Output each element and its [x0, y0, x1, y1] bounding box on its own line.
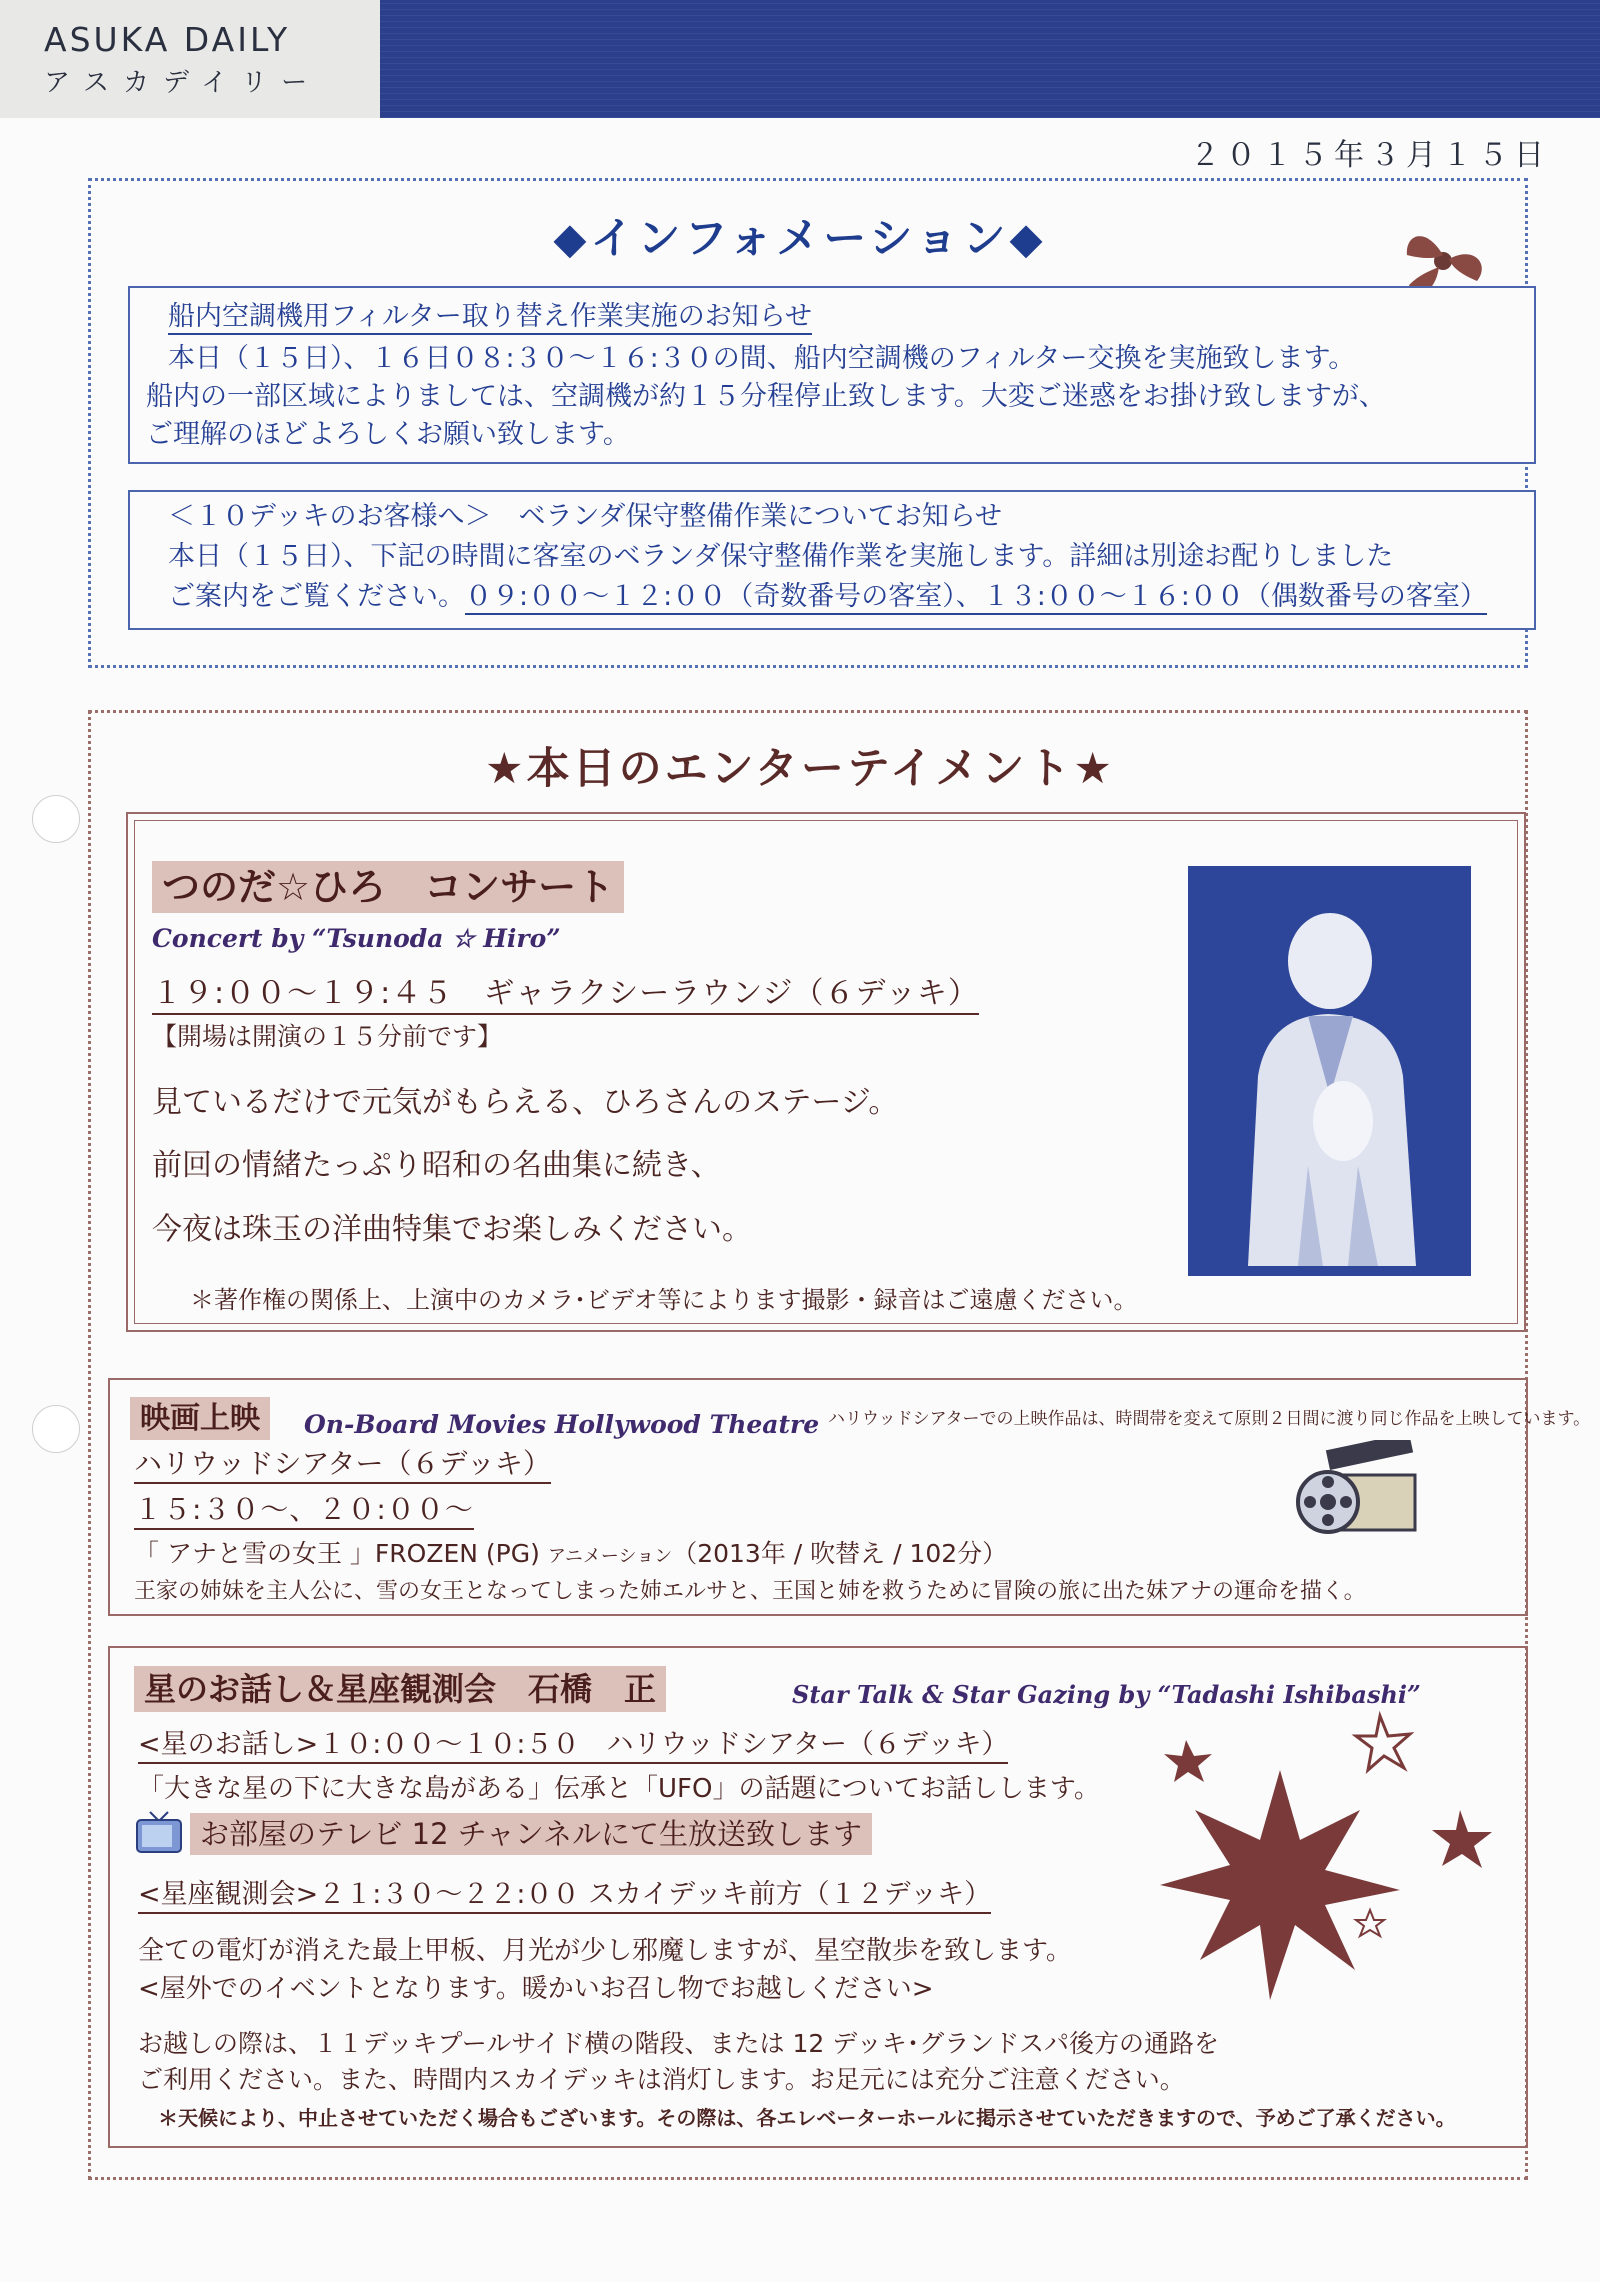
binder-hole [32, 1405, 80, 1453]
notice-veranda-maintenance [128, 490, 1536, 630]
star-burst-icon [1120, 1710, 1510, 2010]
notice-text: 船内の一部区域によりましては、空調機が約１５分程停止致します。大変ご迷惑をお掛け致しますが、 [146, 381, 1386, 412]
concert-desc: 今夜は珠玉の洋曲特集でお楽しみください。 [152, 1212, 752, 1247]
star-gazing-desc: <屋外でのイベントとなります。暖かいお召し物でお越しください> [138, 1974, 934, 2004]
film-reel-icon [1290, 1440, 1420, 1540]
movie-label: 映画上映 [130, 1397, 270, 1440]
notice-times: ０９:００～１２:００（奇数番号の客室）、１３:００～１６:００（偶数番号の客室） [465, 581, 1487, 615]
movie-note: ハリウッドシアターでの上映作品は、時間帯を変えて原則２日間に渡り同じ作品を上映しています。 [828, 1409, 1591, 1429]
movie-times: １５:３０～、２０:００～ [134, 1493, 474, 1530]
logo-block [0, 0, 380, 118]
concert-title: つのだ☆ひろ コンサート [152, 861, 624, 913]
movie-venue: ハリウッドシアター（６デッキ） [134, 1447, 551, 1484]
star-talk-subtitle: Star Talk & Star Gazing by “Tadashi Ishibashi” [792, 1680, 1421, 1709]
tv-icon [134, 1810, 184, 1856]
movie-genre: アニメーション [547, 1546, 673, 1567]
notice-title: 船内空調機用フィルター取り替え作業実施のお知らせ [168, 301, 812, 335]
performer-photo [1188, 866, 1471, 1276]
star-access-info: ご利用ください。また、時間内スカイデッキは消灯します。お足元には充分ご注意ください。 [138, 2065, 1185, 2094]
performer-illustration [1188, 866, 1471, 1276]
notice-text: 本日（１５日）、１６日０８:３０～１６:３０の間、船内空調機のフィルター交換を実施致します。 [168, 343, 1356, 374]
star-gazing-time: <星座観測会>２１:３０～２２:００ スカイデッキ前方（１２デッキ） [138, 1879, 991, 1914]
concert-caution: ＊著作権の関係上、上演中のカメラ･ビデオ等によります撮影・録音はご遠慮ください。 [190, 1286, 1138, 1314]
movie-film: 「 アナと雪の女王 」FROZEN (PG) [134, 1539, 540, 1568]
movie-synopsis: 王家の姉妹を主人公に、雪の女王となってしまった姉エルサと、王国と姉を救うために冒険の旅に出た妹アナの運命を描く。 [134, 1579, 1366, 1604]
concert-note: 【開場は開演の１５分前です】 [152, 1022, 503, 1051]
issue-date: ２０１５年３月１５日 [1190, 138, 1550, 173]
concert-desc: 見ているだけで元気がもらえる、ひろさんのステージ。 [152, 1085, 899, 1120]
header-band [380, 0, 1600, 118]
movie-meta: （2013年 / 吹替え / 102分） [672, 1539, 1008, 1568]
star-talk-desc: 「大きな星の下に大きな島がある」伝承と「UFO」の話題についてお話しします。 [138, 1774, 1100, 1804]
concert-time: １９:００～１９:４５ ギャラクシーラウンジ（６デッキ） [152, 976, 979, 1015]
star-talk-time: <星のお話し>１０:００～１０:５０ ハリウッドシアター（６デッキ） [138, 1729, 1008, 1764]
logo-kana: アスカデイリー [44, 68, 322, 98]
concert-subtitle: Concert by “Tsunoda ☆ Hiro” [152, 924, 561, 953]
info-title: ◆インフォメーション◆ [553, 214, 1047, 264]
logo-title: ASUKA DAILY [44, 20, 291, 59]
notice-filter-replacement [128, 286, 1536, 464]
binder-hole [32, 795, 80, 843]
entertainment-title: ★本日のエンターテイメント★ [485, 744, 1115, 794]
notice-title: ＜１０デッキのお客様へ＞ ベランダ保守整備作業についてお知らせ [168, 501, 1003, 532]
weather-notice: ＊天候により、中止させていただく場合もございます。その際は、各エレベーターホールに掲示させていただきますので、予めご了承ください。 [158, 2106, 1456, 2130]
star-talk-title: 星のお話し＆星座観測会 石橋 正 [134, 1666, 666, 1712]
star-access-info: お越しの際は、１１デッキプールサイド横の階段、または 12 デッキ･グランドスパ後方の通路を [138, 2029, 1219, 2058]
tv-broadcast-note: お部屋のテレビ 12 チャンネルにて生放送致します [190, 1813, 872, 1855]
notice-text: ご案内をご覧ください。 [168, 581, 465, 612]
concert-desc: 前回の情緒たっぷり昭和の名曲集に続き、 [152, 1148, 721, 1183]
notice-text: ご理解のほどよろしくお願い致します。 [146, 419, 630, 450]
star-gazing-desc: 全ての電灯が消えた最上甲板、月光が少し邪魔しますが、星空散歩を致します。 [138, 1936, 1072, 1966]
notice-text: 本日（１５日）、下記の時間に客室のベランダ保守整備作業を実施します。詳細は別途お配りしました [168, 541, 1394, 572]
movie-subtitle: On-Board Movies Hollywood Theatre [304, 1410, 820, 1439]
